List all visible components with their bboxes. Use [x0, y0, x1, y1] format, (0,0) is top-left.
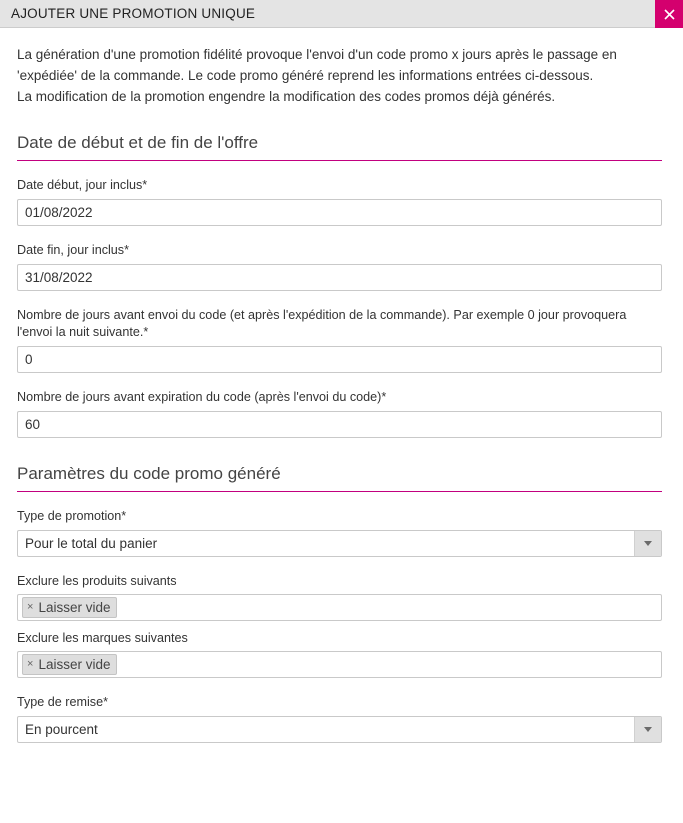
date-debut-input[interactable]: [17, 199, 662, 226]
jours-avant-expiration-input[interactable]: [17, 411, 662, 438]
type-remise-value: En pourcent: [25, 722, 98, 737]
section-parametres-title: Paramètres du code promo généré: [17, 464, 662, 492]
section-parametres-code-promo: [17, 464, 664, 743]
field-jours-avant-envoi: [17, 307, 664, 373]
field-exclure-marques-label: Exclure les marques suivantes: [17, 631, 188, 645]
field-type-promotion-label: Type de promotion*: [17, 509, 127, 523]
exclure-produits-input[interactable]: [17, 594, 662, 621]
close-button[interactable]: [655, 0, 683, 28]
field-date-debut-label: Date début, jour inclus*: [17, 178, 148, 192]
intro-paragraph-2: La modification de la promotion engendre la modification des codes promos déjà générés.: [17, 89, 556, 104]
field-date-fin-label: Date fin, jour inclus*: [17, 243, 129, 257]
field-jours-avant-envoi-label: Nombre de jours avant envoi du code (et après l'expédition de la commande). Par exemple 0 jour provoquera l'envoi la nuit suivante.*: [17, 308, 627, 339]
field-exclure-produits: [17, 573, 664, 621]
field-type-remise: [17, 694, 664, 743]
remove-token-icon[interactable]: ×: [27, 601, 34, 613]
dialog-title-bar: [0, 0, 683, 28]
field-type-remise-label: Type de remise*: [17, 695, 108, 709]
remove-token-icon[interactable]: ×: [27, 658, 34, 670]
type-remise-select[interactable]: [17, 716, 662, 743]
field-date-debut: [17, 177, 664, 226]
field-exclure-produits-label: Exclure les produits suivants: [17, 574, 177, 588]
type-promotion-value: Pour le total du panier: [25, 536, 158, 551]
chevron-down-icon[interactable]: [634, 531, 661, 556]
token-label: Laisser vide: [38, 600, 111, 615]
field-jours-avant-expiration-label: Nombre de jours avant expiration du code (après l'envoi du code)*: [17, 390, 387, 404]
token-item: [22, 654, 117, 675]
jours-avant-envoi-input[interactable]: [17, 346, 662, 373]
close-icon: [664, 9, 675, 20]
token-label: Laisser vide: [38, 657, 111, 672]
field-jours-avant-expiration: [17, 389, 664, 438]
token-item: [22, 597, 117, 618]
type-promotion-select[interactable]: [17, 530, 662, 557]
dialog-title: AJOUTER UNE PROMOTION UNIQUE: [11, 6, 256, 21]
field-type-promotion: [17, 508, 664, 557]
field-exclure-marques: [17, 630, 664, 678]
intro-text: [17, 44, 649, 107]
exclure-marques-input[interactable]: [17, 651, 662, 678]
date-fin-input[interactable]: [17, 264, 662, 291]
dialog-body: [0, 28, 683, 743]
intro-paragraph-1: La génération d'une promotion fidélité provoque l'envoi d'un code promo x jours après le passage en 'expédiée' de la commande. Le code promo généré reprend les informations entrées ci-dessous.: [17, 47, 617, 83]
field-date-fin: [17, 242, 664, 291]
section-dates: [17, 133, 664, 438]
section-dates-title: Date de début et de fin de l'offre: [17, 133, 662, 161]
chevron-down-icon[interactable]: [634, 717, 661, 742]
